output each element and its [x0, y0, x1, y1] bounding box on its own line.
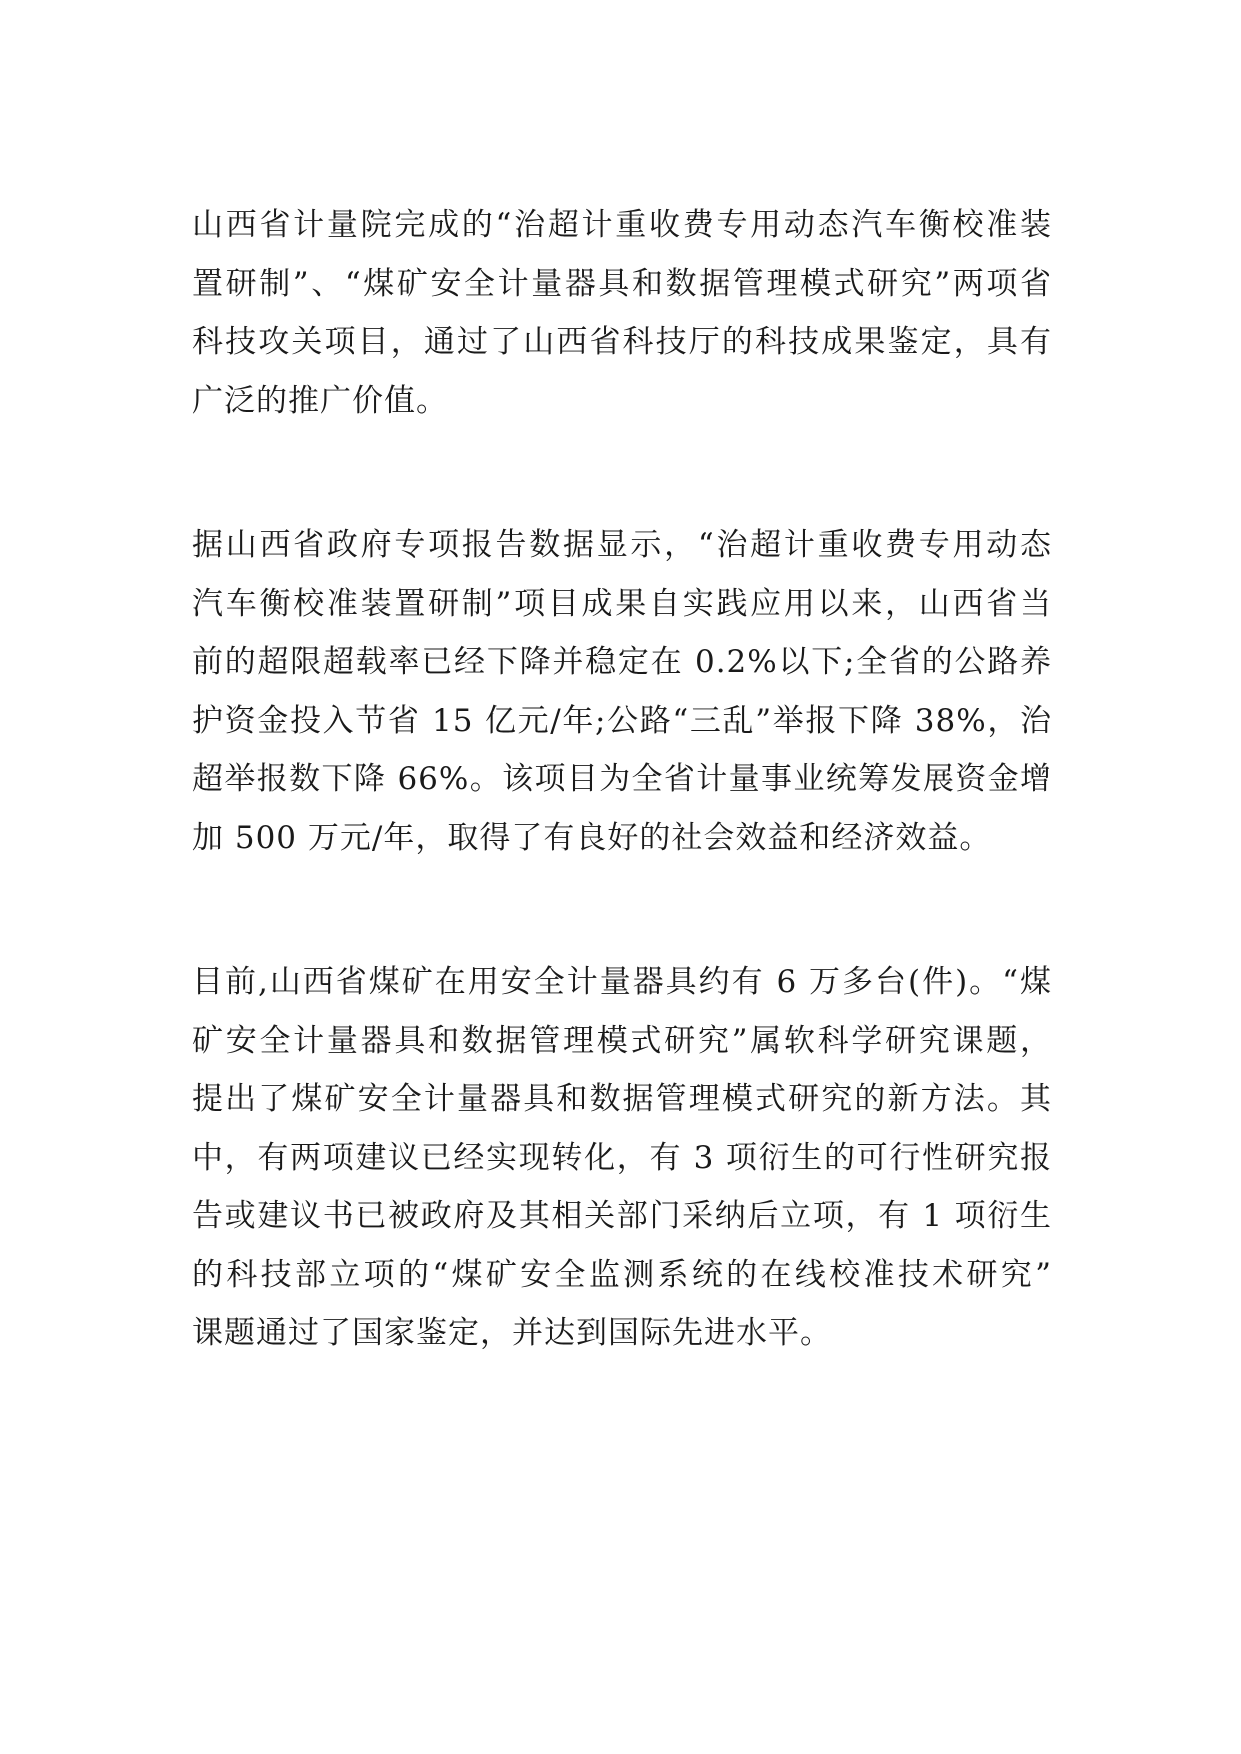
paragraph-line: 提出了煤矿安全计量器具和数据管理模式研究的新方法。其 — [192, 1081, 1052, 1117]
paragraph-line: 前的超限超载率已经下降并稳定在 0.2%以下;全省的公路养 — [192, 644, 1052, 680]
paragraph-line: 置研制”、“煤矿安全计量器具和数据管理模式研究”两项省 — [192, 265, 1052, 302]
document-body — [192, 196, 1052, 1449]
paragraph-line: 超举报数下降 66%。该项目为全省计量事业统筹发展资金增 — [192, 761, 1052, 797]
paragraph-line: 山西省计量院完成的“治超计重收费专用动态汽车衡校准装 — [192, 207, 1052, 243]
paragraph-line: 加 500 万元/年，取得了有良好的社会效益和经济效益。 — [192, 819, 992, 856]
paragraph-line: 的科技部立项的“煤矿安全监测系统的在线校准技术研究” — [192, 1256, 1052, 1293]
paragraph-line: 课题通过了国家鉴定，并达到国际先进水平。 — [192, 1315, 832, 1351]
paragraph-line: 告或建议书已被政府及其相关部门采纳后立项，有 1 项衍生 — [192, 1198, 1052, 1234]
paragraph-line: 中，有两项建议已经实现转化，有 3 项衍生的可行性研究报 — [192, 1139, 1052, 1176]
paragraph-line: 矿安全计量器具和数据管理模式研究”属软科学研究课题， — [192, 1022, 1052, 1059]
paragraph-line: 汽车衡校准装置研制”项目成果自实践应用以来，山西省当 — [192, 585, 1052, 622]
paragraph-3 — [192, 953, 1052, 1363]
paragraph-2 — [192, 516, 1052, 867]
paragraph-1 — [192, 196, 1052, 430]
paragraph-line: 目前,山西省煤矿在用安全计量器具约有 6 万多台(件)。“煤 — [192, 964, 1052, 1000]
paragraph-line: 广泛的推广价值。 — [192, 382, 448, 419]
paragraph-line: 科技攻关项目，通过了山西省科技厅的科技成果鉴定，具有 — [192, 324, 1052, 360]
paragraph-line: 据山西省政府专项报告数据显示，“治超计重收费专用动态 — [192, 527, 1052, 563]
paragraph-line: 护资金投入节省 15 亿元/年;公路“三乱”举报下降 38%，治 — [192, 702, 1052, 739]
